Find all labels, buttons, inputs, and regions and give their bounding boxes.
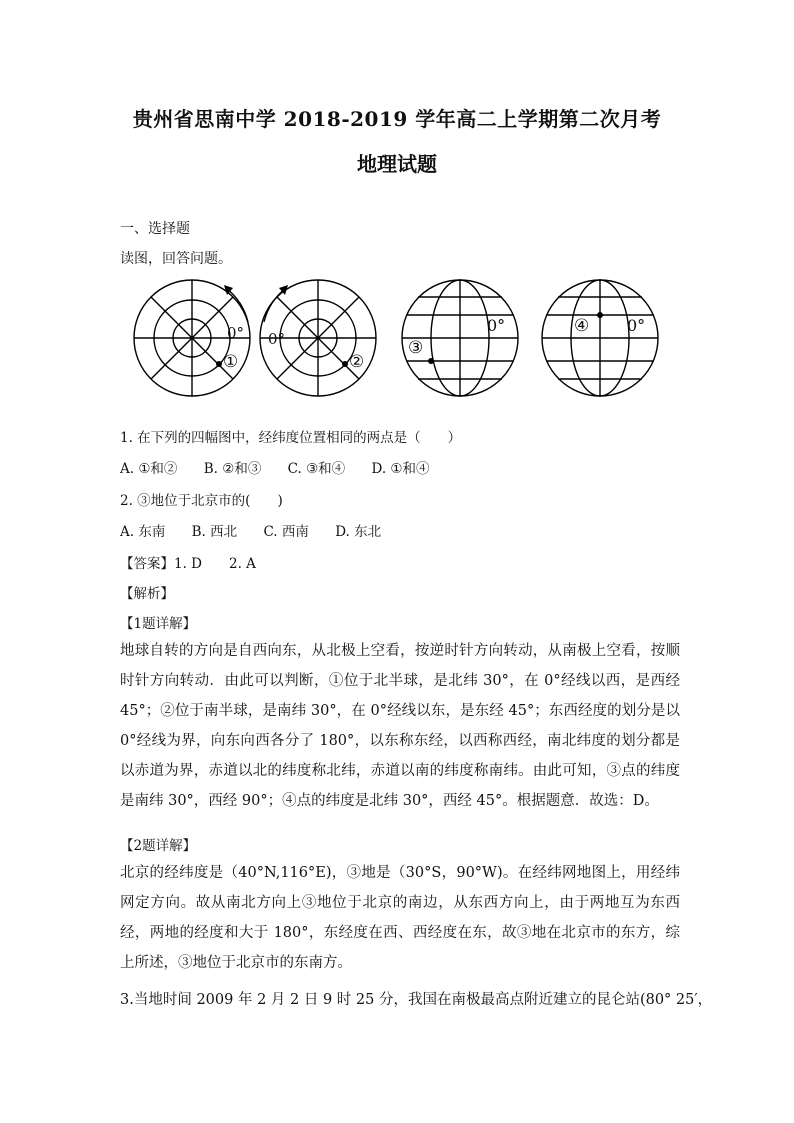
option-c: C. ③和④ bbox=[287, 461, 346, 477]
fig4-point-label: ④ bbox=[574, 316, 590, 336]
fig3-point-label: ③ bbox=[408, 338, 424, 358]
option-a: A. ①和② bbox=[120, 461, 178, 477]
detail-2-heading: 【2题详解】 bbox=[120, 838, 197, 854]
fig3-lon-label: 0° bbox=[487, 316, 506, 335]
option-d: D. 东北 bbox=[335, 524, 382, 540]
page-subtitle: 地理试题 bbox=[357, 152, 437, 176]
question-3-stem: 3.当地时间 2009 年 2 月 2 日 9 时 25 分，我国在南极最高点附近建立的昆仑站(80° 25′， bbox=[120, 992, 713, 1008]
question-1-stem: 1. 在下列的四幅图中，经纬度位置相同的两点是（ ） bbox=[120, 430, 462, 446]
fig1-lon-label: 0° bbox=[227, 324, 245, 342]
question-2-stem: 2. ③地位于北京市的( ) bbox=[120, 493, 283, 509]
detail-2-text: 北京的经纬度是（40°N,116°E)，③地是（30°S，90°W)。在经纬网地图上，用经纬网定方向。故从南北方向上③地位于北京的南边，从东西方向上，由于两地互为东西经，两地的经度和大于 180°，东经度在西、西经度在东，故③地在北京市的东方，综上所述，③地位于北京市的东南方。 bbox=[120, 865, 680, 971]
answer-line: 【答案】1. D 2. A bbox=[120, 556, 256, 572]
detail-1-heading: 【1题详解】 bbox=[120, 616, 197, 632]
option-c: C. 西南 bbox=[263, 524, 309, 540]
question-2-options bbox=[120, 520, 403, 540]
fig2-lon-label: 0° bbox=[268, 330, 286, 348]
fig2-point-label: ② bbox=[349, 352, 365, 372]
section-heading: 一、选择题 bbox=[120, 221, 190, 237]
polar-figure-1 bbox=[130, 280, 670, 410]
fig4-lon-label: 0° bbox=[627, 316, 646, 335]
figure-row bbox=[130, 280, 670, 410]
fig1-point-label: ① bbox=[223, 352, 239, 372]
detail-1-text: 地球自转的方向是自西向东，从北极上空看，按逆时针方向转动，从南极上空看，按顺时针方向转动．由此可以判断，①位于北半球，是北纬 30°，在 0°经线以西，是西经 45°；②位于南半球，是南纬 30°，在 0°经线以东，是东经 45°；东西经度的划分是以 0°经线为界，向东向西各分了 180°，以东称东经，以西称西经，南北纬度的划分都是以赤道为界，赤道以北的纬度称北纬，赤道以南的纬度称南纬。由此可知，③点的纬度是南纬 30°，西经 90°；④点的纬度是北纬 30°，西经 45°。根据题意．故选：D。 bbox=[120, 643, 680, 809]
question-1-options bbox=[120, 457, 452, 477]
option-d: D. ①和④ bbox=[371, 461, 430, 477]
intro-text: 读图，回答问题。 bbox=[120, 251, 232, 267]
option-b: B. ②和③ bbox=[203, 461, 262, 477]
option-b: B. 西北 bbox=[191, 524, 238, 540]
option-a: A. 东南 bbox=[120, 524, 166, 540]
analysis-heading: 【解析】 bbox=[120, 586, 174, 602]
page-title: 贵州省思南中学 2018-2019 学年高二上学期第二次月考 bbox=[132, 107, 662, 131]
